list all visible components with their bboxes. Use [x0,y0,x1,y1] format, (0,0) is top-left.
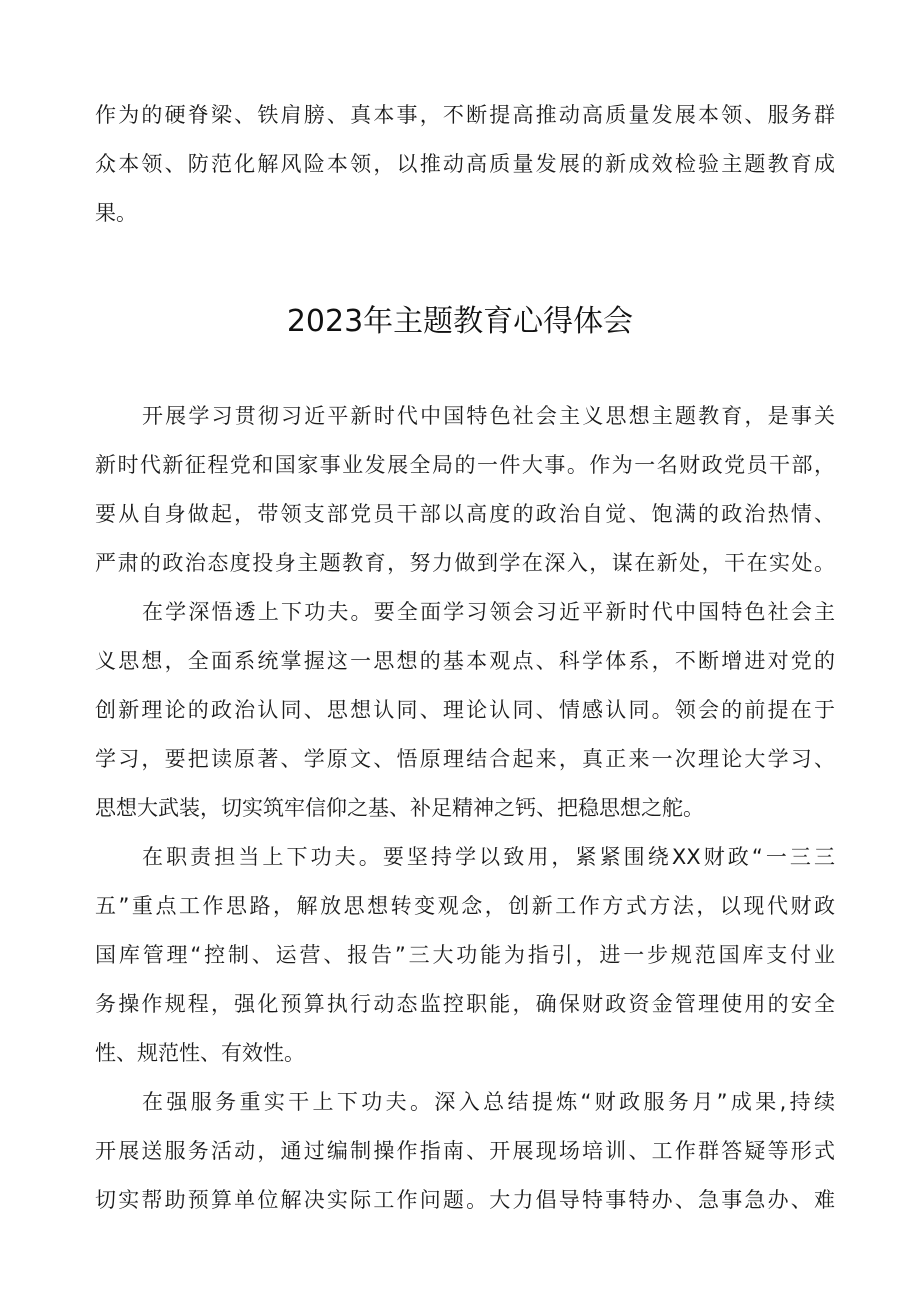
p3-line-4: 务操作规程，强化预算执行动态监控职能，确保财政资金管理使用的安全 [95,992,835,1016]
p1-line-4: 严肃的政治态度投身主题教育，努力做到学在深入，谋在新处，干在实处。 [95,551,835,575]
document-title: 2023年主题教育心得体会 [286,304,634,339]
intro-line-3: 果。 [95,201,137,225]
p3-line-2: 五”重点工作思路，解放思想转变观念，创新工作方式方法，以现代财政 [95,894,835,918]
p2-line-2: 义思想，全面系统掌握这一思想的基本观点、科学体系，不断增进对党的 [95,649,835,673]
p4-line-2: 开展送服务活动，通过编制操作指南、开展现场培训、工作群答疑等形式 [95,1139,835,1163]
p3-line-3: 国库管理“控制、运营、报告”三大功能为指引，进一步规范国库支付业 [95,943,835,967]
p2-line-1: 在学深悟透上下功夫。要全面学习领会习近平新时代中国特色社会主 [142,600,835,624]
p3-line-5: 性、规范性、有效性。 [95,1041,305,1065]
p1-line-2: 新时代新征程党和国家事业发展全局的一件大事。作为一名财政党员干部， [95,453,835,477]
p2-line-5: 思想大武装，切实筑牢信仰之基、补足精神之钙、把稳思想之舵。 [95,796,704,820]
p4-line-1: 在强服务重实干上下功夫。深入总结提炼“财政服务月”成果,持续 [142,1090,835,1114]
p2-line-3: 创新理论的政治认同、思想认同、理论认同、情感认同。领会的前提在于 [95,698,835,722]
p3-line-1: 在职责担当上下功夫。要坚持学以致用，紧紧围绕XX财政“一三三 [142,845,835,869]
intro-line-1: 作为的硬脊梁、铁肩膀、真本事，不断提高推动高质量发展本领、服务群 [95,103,835,127]
p4-line-3: 切实帮助预算单位解决实际工作问题。大力倡导特事特办、急事急办、难 [95,1188,835,1212]
p1-line-3: 要从自身做起，带领支部党员干部以高度的政治自觉、饱满的政治热情、 [95,502,835,526]
intro-line-2: 众本领、防范化解风险本领，以推动高质量发展的新成效检验主题教育成 [95,152,835,176]
p2-line-4: 学习，要把读原著、学原文、悟原理结合起来，真正来一次理论大学习、 [95,747,835,771]
p1-line-1: 开展学习贯彻习近平新时代中国特色社会主义思想主题教育，是事关 [142,404,835,428]
